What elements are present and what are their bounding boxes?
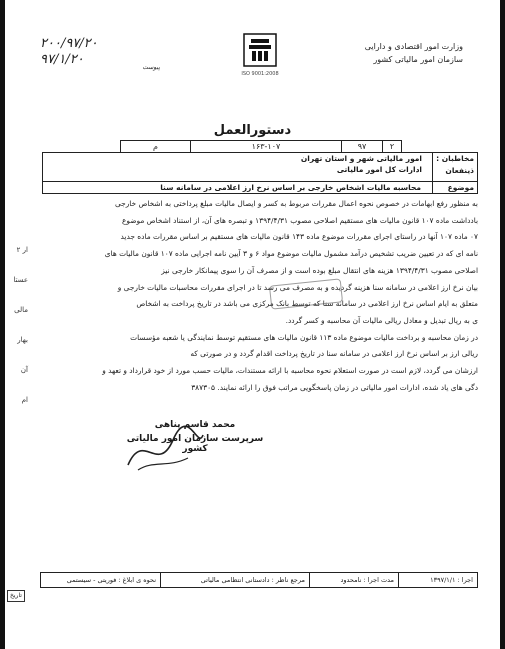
attachment-label: پیوست xyxy=(142,64,160,71)
logo-caption: ISO 9001:2008 xyxy=(241,71,279,77)
margin-box: تاریخ xyxy=(7,590,25,602)
body-line: در زمان محاسبه و برداخت مالیات موضوع ماده ۱۱۳ قانون مالیات های مستقیم توسط نمایندگی یا شعبه مؤسسات xyxy=(130,332,478,342)
margin-fragment: بهار xyxy=(17,336,28,344)
body-line: اصلاحی مصوب ۱۳۹۴/۴/۳۱ هزینه های انتقال مبلغ بوده است و از مصرف آن را سوی پیمانکار خارجی نیز xyxy=(161,265,478,275)
margin-fragment: ار ۲ xyxy=(16,246,28,254)
strip-cell: ۲ xyxy=(382,141,401,152)
emblem-logo-icon xyxy=(243,33,277,67)
address-divider xyxy=(43,181,477,182)
body-line: ی به ریال تبدیل و معادل ریالی مالیات آن محاسبه و کسر گردد. xyxy=(285,315,478,325)
organization-header xyxy=(353,40,463,66)
recipients-label: مخاطبان : xyxy=(436,154,474,163)
body-line: دگی های یاد شده، ادارات امور مالیاتی در زمان پاسخگویی مراتب فوق را ارائه نمایند. ۳۸۷۳۰۵ xyxy=(191,382,478,392)
signer-name: محمد قاسم پناهی xyxy=(154,420,236,430)
reference-block xyxy=(40,36,160,71)
recipient-line: ادارات کل امور مالیاتی xyxy=(336,165,422,174)
strip-cell: ۱۶۳-۱۰۷ xyxy=(190,141,341,152)
body-line: متعلق به ایام اساس نرخ ارز اعلامی در سامانه سنا که توسط بانک مرکزی می باشد در تاریخ پرداخت به اشخاص xyxy=(136,299,478,309)
subject-label: موضوع xyxy=(447,183,474,192)
footer-cell: مرجع ناظر : دادستانی انتظامی مالیاتی xyxy=(160,573,309,587)
margin-fragment: مالی xyxy=(14,306,28,314)
body-line: ۰۷ ماده ۱۰۷ آنها در راستای اجرای مقررات موضوع ماده ۱۴۳ قانون مالیات های مستقیم بر اساس مقررات ماده جدید xyxy=(120,232,478,242)
reference-number: ۲۰۰/۹۷/۲۰ xyxy=(40,36,98,51)
scan-edge-right xyxy=(500,0,505,649)
strip-cell: م xyxy=(153,142,158,151)
signer-title: سرپرست سازمان امور مالیاتی کشور xyxy=(126,434,264,454)
footer-cell: نحوه ی ابلاغ : فوریتی - سیستمی xyxy=(66,576,156,584)
body-line: به منظور رفع ابهامات در خصوص نحوه اعمال مقررات مربوط به کسر و ایصال مالیات مبلغ پرداختی به اشخاص خارجی xyxy=(114,199,478,208)
subject-text: محاسبه مالیات اشخاص خارجی بر اساس نرخ ارز اعلامی در سامانه سنا xyxy=(160,183,421,192)
body-line: ارزشان می گردد، لازم است در صورت استعلام نحوه محاسبه با ارائه مستندات، مالیات حسب مورد از خود قرارداد و تعهد و xyxy=(102,366,478,376)
margin-fragment: ام xyxy=(21,396,28,404)
strip-cell: ۹۷ xyxy=(341,141,382,152)
left-margin-fragments xyxy=(6,245,28,605)
footer-cell: مدت اجرا : نامحدود xyxy=(309,573,398,587)
address-table xyxy=(42,152,478,194)
body-line: ریالی ارز بر اساس نرخ ارز اعلامی در سامانه سنا در تاریخ پرداخت اقدام گردد و در صورتی که xyxy=(190,349,478,359)
body-line: بادداشت ماده ۱۰۷ قانون مالیات های مستقیم اصلاحی مصوب ۱۳۹۴/۴/۳۱ و تبصره های آن، از استناد اشخاص موضوع xyxy=(122,215,478,225)
reference-date: ۹۷/۱/۲۰ xyxy=(40,52,84,67)
scan-edge-left xyxy=(0,0,5,649)
recipient-line: امور مالیاتی شهر و استان تهران xyxy=(300,154,422,163)
body-line: بیان نرخ ارز اعلامی در سامانه سنا هزینه گردیده و به مصرف می رسد تا در اجرای مقررات محاسبات مالیات خارجی و xyxy=(117,282,478,292)
margin-fragment: عستا xyxy=(13,276,28,284)
beneficiaries-label: ذینفعان xyxy=(445,166,474,175)
document-title: دستورالعمل xyxy=(213,123,292,138)
footer-cell: اجرا : ۱۳۹۷/۱/۱ xyxy=(398,573,477,587)
body-text xyxy=(30,196,478,396)
margin-fragment: آن xyxy=(20,366,28,374)
organization-name: سازمان امور مالیاتی کشور xyxy=(373,55,463,64)
footer-table xyxy=(40,572,478,588)
ministry-name: وزارت امور اقتصادی و دارایی xyxy=(364,42,463,51)
body-line: نامه ای که در تعیین ضریب تشخیص درآمد مشمول مالیات موضوع مواد ۶ و ۳ آیین نامه اجرایی ماده ۱۰۷ قانون مالیات های xyxy=(104,249,478,259)
